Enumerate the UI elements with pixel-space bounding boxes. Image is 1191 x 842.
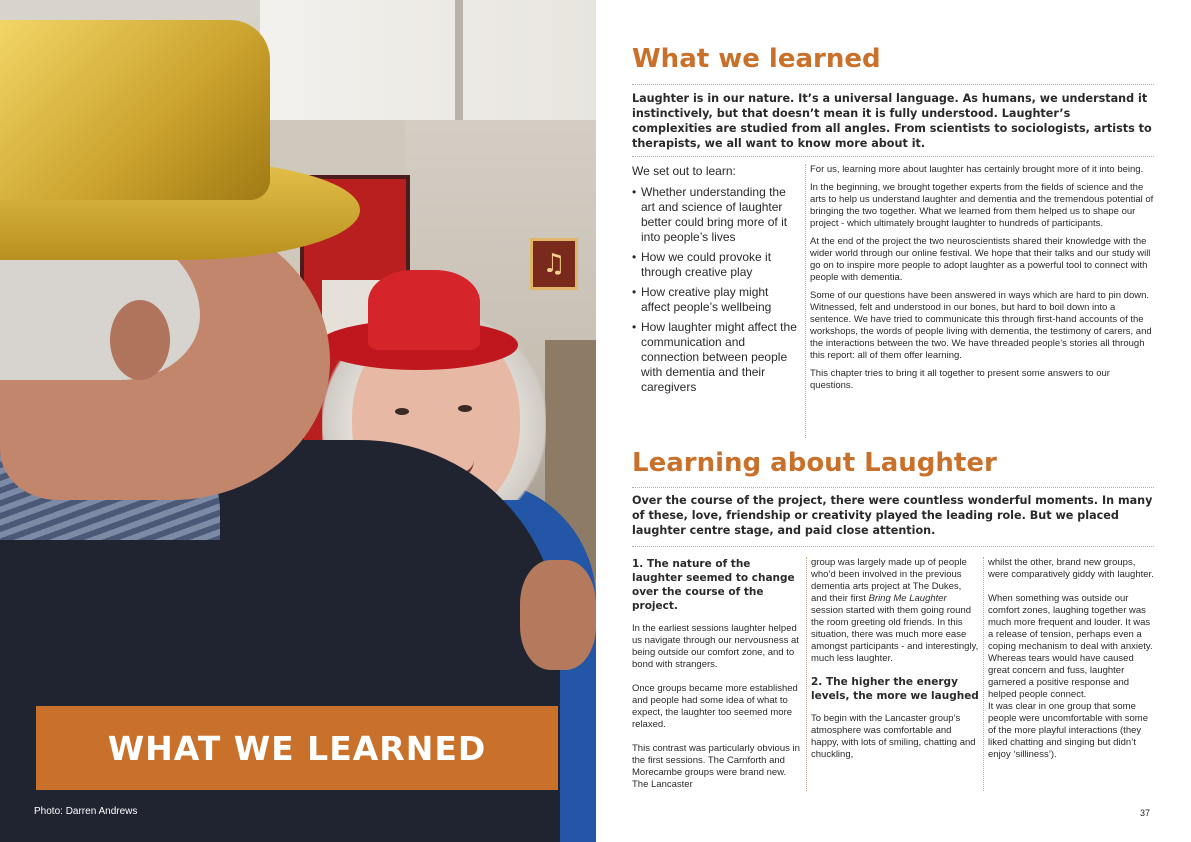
section2-column-1 xyxy=(632,557,802,791)
section2-lead: Over the course of the project, there were countless wonderful moments. In many of these, love, friendship or creativity played the leading role. But we placed laughter centre stage, and paid close attention. xyxy=(632,494,1153,537)
learning-goals-intro: We set out to learn: xyxy=(632,164,736,178)
list-item: • Whether understanding the art and science of laughter better could bring more of it into people’s lives xyxy=(632,185,800,245)
body-paragraph: In the beginning, we brought together experts from the fields of science and the arts to help us understand laughter and dementia and the tremendous potential of bringing the two together. What we learned from them helped us to shape our project - which ultimately brought laughter to hundreds of participants. xyxy=(810,182,1154,229)
body-paragraph: In the earliest sessions laughter helped us navigate through our nervousness at being outside our comfort zone, and to bond with strangers. xyxy=(632,623,799,670)
body-paragraph: Some of our questions have been answered in ways which are hard to pin down. Witnessed, felt and understood in our bones, but hard to boil down into a sentence. We have tried to communicate this through first-hand accounts of the workshops, the words of people living with dementia, the testimony of carers, and the interactions between the two. We have threaded people’s stories all through this report: all of them offer learning. xyxy=(810,290,1152,361)
body-paragraph: whilst the other, brand new groups, were comparatively giddy with laughter. xyxy=(988,557,1154,580)
column-divider xyxy=(806,557,807,791)
woman-eye-left xyxy=(395,408,409,415)
chapter-banner-text: WHAT WE LEARNED xyxy=(107,728,487,768)
subheading-energy-levels: 2. The higher the energy levels, the more we laughed xyxy=(811,676,979,702)
learning-goals xyxy=(632,164,800,400)
divider xyxy=(632,487,1154,488)
body-paragraph: To begin with the Lancaster group’s atmosphere was comfortable and happy, with lots of smiling, chatting and chuckling, xyxy=(811,713,976,760)
body-paragraph: It was clear in one group that some people were uncomfortable with some of the more playful interactions (they liked chatting and singing but didn’t enjoy ‘silliness’). xyxy=(988,701,1149,760)
section-heading-learning-about-laughter: Learning about Laughter xyxy=(632,448,997,478)
body-paragraph: This chapter tries to bring it all together to present some answers to our questions. xyxy=(810,368,1110,391)
divider xyxy=(632,546,1154,547)
body-paragraph: This contrast was particularly obvious in the first sessions. The Carnforth and Morecambe groups were brand new. The Lancaster xyxy=(632,743,800,790)
body-paragraph: When something was outside our comfort zones, laughing together was much more frequent and louder. It was a release of tension, perhaps even a coping mechanism to deal with anxiety. Whereas tears would have caused great concern and fuss, laughter garnered a positive response and helped people connect. xyxy=(988,593,1153,700)
body-paragraph: At the end of the project the two neuroscientists shared their knowledge with the wider world through our online festival. We hope that their talks and our study will go on to inspire more people to adopt laughter as a powerful tool to connect with people with dementia. xyxy=(810,236,1151,283)
learning-goals-list xyxy=(632,185,800,395)
column-divider xyxy=(983,557,984,791)
chapter-banner xyxy=(36,706,558,790)
subheading-nature-of-laughter: 1. The nature of the laughter seemed to change over the course of the project. xyxy=(632,558,795,612)
column-divider xyxy=(805,164,806,438)
list-item: • How we could provoke it through creative play xyxy=(632,250,800,280)
gold-hat-crown xyxy=(0,20,270,200)
section1-lead: Laughter is in our nature. It’s a universal language. As humans, we understand it instinctively, but that doesn’t mean it is fully understood. Laughter’s complexities are studied from all angles. From scientists to sociologists, artists to therapists, we all want to know more about it. xyxy=(632,92,1152,150)
divider xyxy=(632,84,1154,85)
man-ear xyxy=(110,300,170,380)
divider xyxy=(632,156,1154,157)
list-item: • How laughter might affect the communication and connection between people with dementia and their caregivers xyxy=(632,320,800,395)
red-hat-crown xyxy=(368,270,480,350)
page-number: 37 xyxy=(1140,808,1151,818)
section-heading-what-we-learned: What we learned xyxy=(632,44,881,74)
section2-column-2 xyxy=(811,557,979,761)
photo-credit: Photo: Darren Andrews xyxy=(34,806,138,817)
window-frame xyxy=(260,0,596,120)
man-hand xyxy=(520,560,596,670)
hearing-loop-sign xyxy=(530,238,578,290)
body-paragraph: group was largely made up of people who’d been involved in the previous dementia arts project at The Dukes, and their first Bring Me Laughter session started with them going round the room greeting old friends. In this situation, there was much more ease amongst participants - and interestingly, much less laughter. xyxy=(811,557,979,664)
section1-body xyxy=(810,164,1154,398)
project-title: Bring Me Laughter xyxy=(868,593,947,604)
body-paragraph: For us, learning more about laughter has certainly brought more of it into being. xyxy=(810,164,1144,175)
section2-column-3 xyxy=(988,557,1154,761)
body-paragraph: Once groups became more established and people had some idea of what to expect, the laughter too seemed more relaxed. xyxy=(632,683,798,730)
list-item: • How creative play might affect people’s wellbeing xyxy=(632,285,800,315)
ear-icon: ♫ xyxy=(542,249,566,279)
woman-eye-right xyxy=(458,405,472,412)
window-bar xyxy=(455,0,463,120)
